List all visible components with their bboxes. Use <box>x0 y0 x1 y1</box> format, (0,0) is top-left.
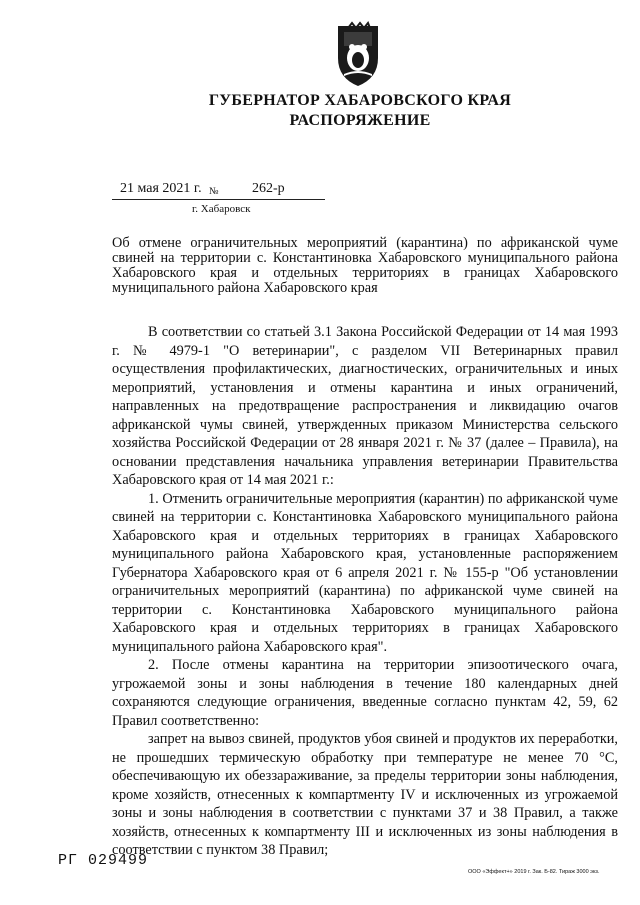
date-underline <box>112 199 325 200</box>
issuing-authority: ГУБЕРНАТОР ХАБАРОВСКОГО КРАЯ <box>208 92 512 109</box>
form-serial-number: РГ 029499 <box>58 852 149 869</box>
coat-of-arms-icon <box>330 20 386 90</box>
restriction-paragraph: запрет на вывоз свиней, продуктов убоя свиней и продуктов их переработки, не прошедших термическую обработку при температуре не менее 70 °С, обеспечивающую их обеззараживание, за пределы территории зоны наблюдения, кроме хозяйств, отнесенных к компартменту IV и исключенных из угрожаемой зоны и зоны наблюдения в соответствии с пунктами 37 и 38 Правил, а также хозяйств, отнесенных к компартменту III и исключенных из зоны наблюдения в соответствии с пунктом 38 Правил; <box>112 731 618 858</box>
decree-number: 262-р <box>252 181 285 196</box>
decree-subject: Об отмене ограничительных мероприятий (карантина) по африканской чуме свиней на территории с. Константиновка Хабаровского муниципального района Хабаровского края и отдельных территориях в границах Хабаровского муниципального района Хабаровского края <box>112 235 618 296</box>
clause-2-paragraph: 2. После отмены карантина на территории эпизоотического очага, угрожаемой зоны и зоны наблюдения в течение 180 календарных дней сохраняются следующие ограничения, введенные согласно пунктам 42, 59, 62 Правил соответственно: <box>112 657 618 729</box>
number-label: № <box>209 186 219 197</box>
preamble-paragraph: В соответствии со статьей 3.1 Закона Российской Федерации от 14 мая 1993 г. № 4979-1 "О ветеринарии", с разделом VII Ветеринарных правил осуществления профилактических, диагностических, ограничительных и иных мероприятий, установления и отмены карантина и иных ограничений, направленных на предотвращение распространения и ликвидацию очагов африканской чумы свиней, утвержденных приказом Министерства сельского хозяйства Российской Федерации от 28 января 2021 г. № 37 (далее – Правила), на основании представления начальника управления ветеринарии Правительства Хабаровского края от 14 мая 2021 г.: <box>112 324 618 488</box>
issue-city: г. Хабаровск <box>192 203 251 215</box>
decree-body <box>112 323 618 860</box>
printer-imprint: ООО «Эффект+» 2019 г. Зак. Б-82. Тираж 3000 экз. <box>468 869 600 875</box>
clause-1-paragraph: 1. Отменить ограничительные мероприятия (карантин) по африканской чуме свиней на территории с. Константиновка Хабаровского муниципального района Хабаровского края и отдельных территориях в границах Хабаровского муниципального района Хабаровского края, установленные распоряжением Губернатора Хабаровского края от 6 апреля 2021 г. № 155-р "Об установлении ограничительных мероприятий (карантина) по африканской чуме свиней на территории с. Константиновка Хабаровского муниципального района Хабаровского края и отдельных территориях в границах Хабаровского муниципального района Хабаровского края". <box>112 490 618 655</box>
document-type: РАСПОРЯЖЕНИЕ <box>289 112 431 129</box>
decree-date: 21 мая 2021 г. <box>120 181 202 196</box>
